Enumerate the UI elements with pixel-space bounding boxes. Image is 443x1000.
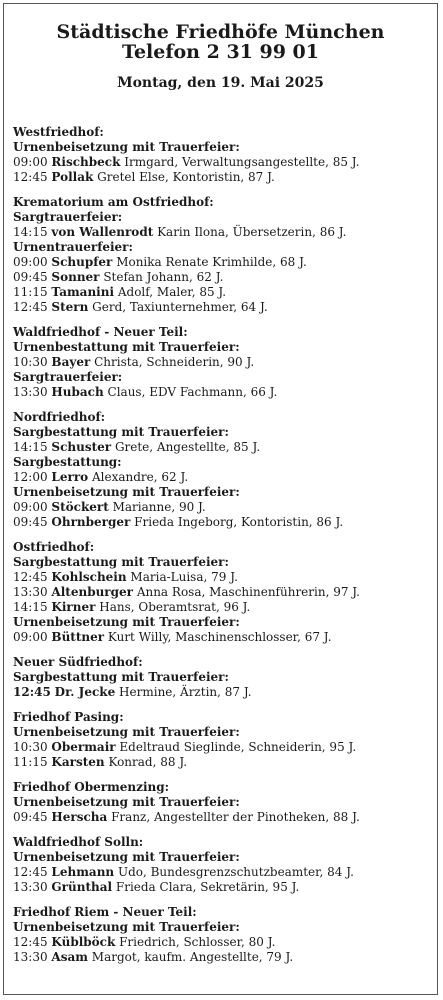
entry-time: 14:15	[13, 600, 48, 614]
funeral-entry	[13, 515, 433, 530]
entry-details: Alexandre, 62 J.	[91, 470, 189, 484]
ceremony-type: Sargbestattung:	[13, 455, 122, 469]
notice-title: Städtische Friedhöfe München	[56, 21, 385, 43]
entry-details: Hermine, Ärztin, 87 J.	[119, 685, 252, 699]
entry-time: 09:45	[13, 270, 48, 284]
ceremony-type: Sargbestattung mit Trauerfeier:	[13, 670, 229, 684]
ceremony-type: Urnenbeisetzung mit Trauerfeier:	[13, 920, 240, 934]
funeral-entry	[13, 155, 433, 170]
entry-details: Anna Rosa, Maschinenführerin, 97 J.	[136, 585, 360, 599]
entry-surname: Hubach	[51, 385, 104, 399]
entry-details: Edeltraud Sieglinde, Schneiderin, 95 J.	[119, 740, 357, 754]
cemetery-name: Ostfriedhof:	[13, 540, 95, 554]
entry-time: 09:45	[13, 515, 48, 529]
funeral-entry	[13, 740, 433, 755]
entry-details: Friedrich, Schlosser, 80 J.	[119, 935, 276, 949]
funeral-entry	[13, 170, 433, 185]
funeral-entry	[13, 630, 433, 645]
funeral-entry	[13, 225, 433, 240]
entry-surname: Lehmann	[51, 865, 115, 879]
entry-time: 12:45	[13, 170, 48, 184]
notice-header	[4, 4, 437, 91]
cemetery-section	[13, 835, 433, 895]
ceremony-type: Urnenbeisetzung mit Trauerfeier:	[13, 485, 240, 499]
entry-details: Gretel Else, Kontoristin, 87 J.	[97, 170, 275, 184]
ceremony-type: Sargtrauerfeier:	[13, 370, 123, 384]
entry-surname: Asam	[51, 950, 88, 964]
cemetery-section	[13, 410, 433, 530]
entry-details: Stefan Johann, 62 J.	[103, 270, 224, 284]
entry-surname: Kirner	[51, 600, 96, 614]
entry-surname: Dr. Jecke	[54, 685, 116, 699]
cemetery-name: Waldfriedhof - Neuer Teil:	[13, 325, 188, 339]
entry-surname: Stern	[51, 300, 89, 314]
entry-time: 12:45	[13, 570, 48, 584]
entry-surname: Grünthal	[51, 880, 113, 894]
entry-details: Kurt Willy, Maschinenschlosser, 67 J.	[107, 630, 332, 644]
entry-surname: Sonner	[51, 270, 100, 284]
entry-time: 14:15	[13, 440, 48, 454]
cemetery-name: Friedhof Pasing:	[13, 710, 124, 724]
entry-details: Udo, Bundesgrenzschutzbeamter, 84 J.	[117, 865, 354, 879]
entry-time: 09:45	[13, 810, 48, 824]
entry-details: Irmgard, Verwaltungsangestellte, 85 J.	[124, 155, 360, 169]
funeral-entry	[13, 440, 433, 455]
cemetery-list	[13, 125, 433, 975]
funeral-entry	[13, 880, 433, 895]
entry-surname: Schuster	[51, 440, 112, 454]
entry-details: Marianne, 90 J.	[112, 500, 206, 514]
notice-phone: Telefon 2 31 99 01	[121, 41, 319, 63]
entry-surname: Altenburger	[51, 585, 133, 599]
entry-time: 09:00	[13, 255, 48, 269]
entry-surname: Schupfer	[51, 255, 113, 269]
funeral-entry	[13, 585, 433, 600]
entry-time: 11:15	[13, 755, 48, 769]
entry-time: 09:00	[13, 155, 48, 169]
entry-surname: Ohrnberger	[51, 515, 131, 529]
funeral-entry	[13, 950, 433, 965]
entry-surname: Karsten	[51, 755, 105, 769]
cemetery-section	[13, 125, 433, 185]
entry-time: 12:45	[13, 300, 48, 314]
cemetery-section	[13, 905, 433, 965]
funeral-entry	[13, 685, 433, 700]
funeral-entry	[13, 470, 433, 485]
entry-surname: Herscha	[51, 810, 108, 824]
entry-details: Adolf, Maler, 85 J.	[117, 285, 227, 299]
entry-details: Christa, Schneiderin, 90 J.	[94, 355, 255, 369]
ceremony-type: Urnenbeisetzung mit Trauerfeier:	[13, 850, 240, 864]
entry-details: Margot, kaufm. Angestellte, 79 J.	[91, 950, 294, 964]
funeral-entry	[13, 270, 433, 285]
entry-time: 10:30	[13, 740, 48, 754]
ceremony-type: Sargbestattung mit Trauerfeier:	[13, 555, 229, 569]
entry-surname: Pollak	[51, 170, 94, 184]
entry-details: Karin Ilona, Übersetzerin, 86 J.	[157, 225, 347, 239]
ceremony-type: Sargtrauerfeier:	[13, 210, 123, 224]
cemetery-section	[13, 195, 433, 315]
cemetery-name: Neuer Südfriedhof:	[13, 655, 143, 669]
entry-time: 12:45	[13, 935, 48, 949]
cemetery-name: Nordfriedhof:	[13, 410, 106, 424]
entry-time: 13:30	[13, 880, 48, 894]
entry-time: 09:00	[13, 500, 48, 514]
ceremony-type: Urnenbestattung mit Trauerfeier:	[13, 340, 240, 354]
cemetery-section	[13, 655, 433, 700]
entry-time: 10:30	[13, 355, 48, 369]
entry-time: 13:30	[13, 585, 48, 599]
entry-surname: Lerro	[51, 470, 89, 484]
funeral-entry	[13, 600, 433, 615]
entry-details: Grete, Angestellte, 85 J.	[114, 440, 261, 454]
funeral-entry	[13, 935, 433, 950]
cemetery-name: Krematorium am Ostfriedhof:	[13, 195, 214, 209]
funeral-entry	[13, 300, 433, 315]
entry-time: 11:15	[13, 285, 48, 299]
funeral-entry	[13, 570, 433, 585]
entry-time: 12:45	[13, 865, 48, 879]
entry-surname: Küblböck	[51, 935, 116, 949]
ceremony-type: Urnenbeisetzung mit Trauerfeier:	[13, 615, 240, 629]
entry-details: Monika Renate Krimhilde, 68 J.	[116, 255, 307, 269]
entry-details: Claus, EDV Fachmann, 66 J.	[107, 385, 278, 399]
ceremony-type: Urnenbeisetzung mit Trauerfeier:	[13, 725, 240, 739]
entry-surname: Bayer	[51, 355, 91, 369]
cemetery-name: Waldfriedhof Solln:	[13, 835, 144, 849]
cemetery-section	[13, 710, 433, 770]
funeral-entry	[13, 500, 433, 515]
entry-details: Maria-Luisa, 79 J.	[130, 570, 238, 584]
funeral-entry	[13, 355, 433, 370]
entry-details: Frieda Clara, Sekretärin, 95 J.	[115, 880, 300, 894]
ceremony-type: Urnenbeisetzung mit Trauerfeier:	[13, 140, 240, 154]
entry-details: Konrad, 88 J.	[108, 755, 188, 769]
entry-time: 13:30	[13, 385, 48, 399]
cemetery-section	[13, 325, 433, 400]
ceremony-type: Urnentrauerfeier:	[13, 240, 133, 254]
funeral-entry	[13, 865, 433, 880]
funeral-entry	[13, 255, 433, 270]
cemetery-name: Friedhof Obermenzing:	[13, 780, 170, 794]
entry-time: 12:00	[13, 470, 48, 484]
ceremony-type: Sargbestattung mit Trauerfeier:	[13, 425, 229, 439]
entry-details: Frieda Ingeborg, Kontoristin, 86 J.	[134, 515, 344, 529]
entry-surname: Stöckert	[51, 500, 109, 514]
funeral-entry	[13, 810, 433, 825]
notice-frame	[3, 3, 438, 995]
entry-time: 13:30	[13, 950, 48, 964]
cemetery-name: Friedhof Riem - Neuer Teil:	[13, 905, 197, 919]
entry-details: Hans, Oberamtsrat, 96 J.	[99, 600, 251, 614]
notice-date: Montag, den 19. Mai 2025	[117, 75, 324, 91]
cemetery-name: Westfriedhof:	[13, 125, 104, 139]
entry-details: Gerd, Taxiunternehmer, 64 J.	[92, 300, 268, 314]
funeral-entry	[13, 285, 433, 300]
entry-details: Franz, Angestellter der Pinotheken, 88 J.	[111, 810, 360, 824]
entry-surname: von Wallenrodt	[51, 225, 154, 239]
cemetery-section	[13, 540, 433, 645]
funeral-entry	[13, 755, 433, 770]
cemetery-section	[13, 780, 433, 825]
entry-time: 12:45	[13, 685, 51, 699]
entry-surname: Rischbeck	[51, 155, 121, 169]
entry-surname: Tamanini	[51, 285, 115, 299]
entry-time: 09:00	[13, 630, 48, 644]
entry-time: 14:15	[13, 225, 48, 239]
funeral-entry	[13, 385, 433, 400]
entry-surname: Kohlschein	[51, 570, 127, 584]
entry-surname: Obermair	[51, 740, 116, 754]
ceremony-type: Urnenbeisetzung mit Trauerfeier:	[13, 795, 240, 809]
entry-surname: Büttner	[51, 630, 105, 644]
